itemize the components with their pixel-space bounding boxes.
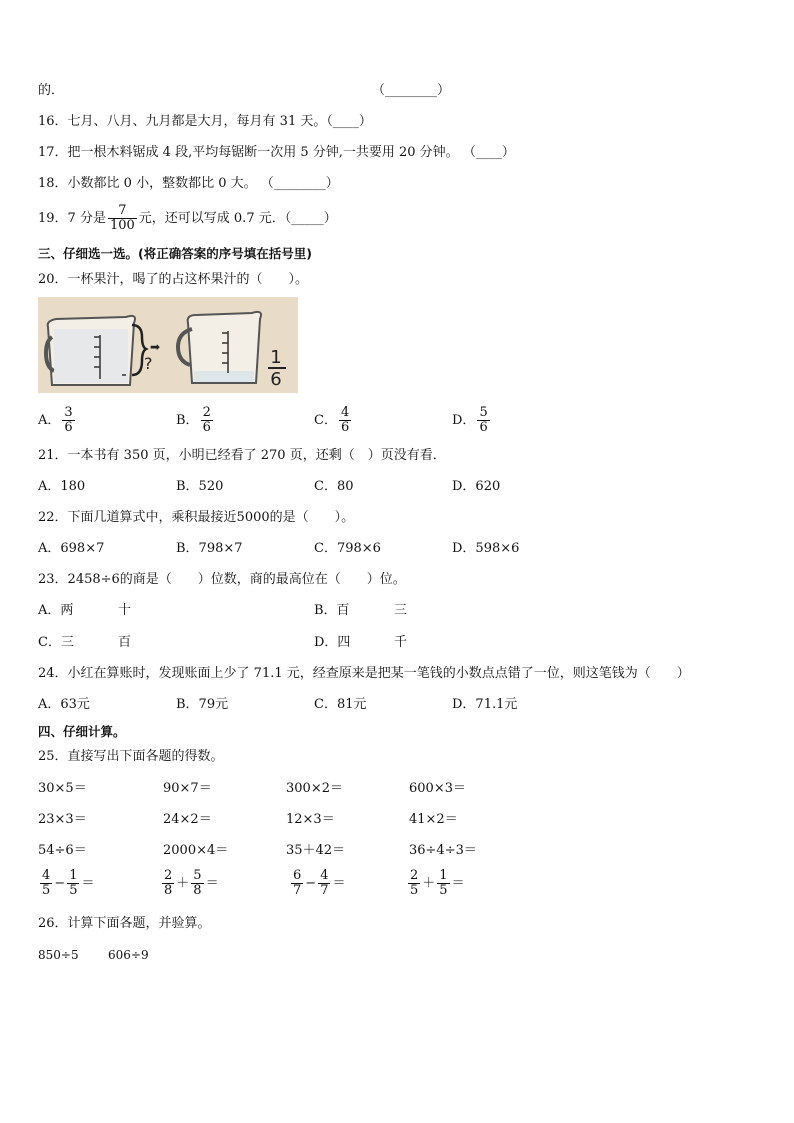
q23-option-c[interactable]: C．三	[38, 635, 74, 650]
q15-answer-paren: （________）	[372, 83, 451, 98]
q23-option-b[interactable]: B．百	[314, 603, 350, 618]
q17: 17．把一根木料锯成 4 段,平均每锯断一次用 5 分钟,一共要用 20 分钟。 （____）	[38, 145, 515, 160]
juice-cups-svg	[38, 297, 298, 393]
q20-option-b[interactable]: B． $\frac{2}{6}$	[176, 405, 211, 435]
q21-option-b[interactable]: B．520	[176, 479, 224, 494]
q22-option-b[interactable]: B．798×7	[176, 541, 243, 556]
q23-option-a-value: 十	[118, 603, 132, 618]
juice-cups-illustration	[38, 297, 298, 393]
q16: 16．七月、八月、九月都是大月，每月有 31 天。（____）	[38, 114, 372, 129]
fraction-calc-item: $\frac{4}{5}$ − $\frac{1}{5}$ ＝	[42, 868, 95, 898]
calc-item: 600×3＝	[409, 781, 466, 796]
section-3-heading: 三、仔细选一选。(将正确答案的序号填在括号里)	[38, 246, 312, 261]
q24-option-c[interactable]: C．81元	[314, 697, 367, 712]
calc-item: 300×2＝	[286, 781, 343, 796]
calc-item: 23×3＝	[38, 812, 87, 827]
section-4-heading: 四、仔细计算。	[38, 724, 126, 739]
q25-stem: 25．直接写出下面各题的得数。	[38, 749, 224, 764]
q22-stem: 22．下面几道算式中，乘积最接近5000的是（ ）。	[38, 510, 355, 525]
q24-option-b[interactable]: B．79元	[176, 697, 229, 712]
calc-item: 41×2＝	[409, 812, 458, 827]
q23-stem: 23．2458÷6的商是（ ）位数，商的最高位在（ ）位。	[38, 572, 406, 587]
q23-option-d-value: 千	[394, 635, 408, 650]
q23-option-b-value: 三	[394, 603, 408, 618]
q24-option-a[interactable]: A．63元	[38, 697, 90, 712]
q26-stem: 26．计算下面各题，并验算。	[38, 916, 211, 931]
empty-cup-icon	[178, 312, 261, 383]
calc-item: 36÷4÷3＝	[409, 843, 477, 858]
question-mark: ?	[144, 354, 153, 373]
q20-stem: 20．一杯果汁，喝了的占这杯果汁的（ ）。	[38, 272, 309, 287]
q26-item: 606÷9	[108, 948, 149, 962]
q20-option-c[interactable]: C． $\frac{4}{6}$	[314, 405, 350, 435]
q21-stem: 21．一本书有 350 页，小明已经看了 270 页，还剩（ ）页没有看．	[38, 448, 446, 463]
calc-item: 30×5＝	[38, 781, 87, 796]
q19-suffix: 元，还可以写成 0.7 元．（_____）	[138, 211, 337, 226]
fraction-calc-item: $\frac{2}{8}$ ＋ $\frac{5}{8}$ ＝	[164, 868, 219, 898]
calc-item: 54÷6＝	[38, 843, 87, 858]
q15-tail	[38, 82, 64, 100]
q21-option-c[interactable]: C．80	[314, 479, 354, 494]
fraction-label-den: 6	[270, 369, 282, 390]
q22-option-a[interactable]: A．698×7	[38, 541, 105, 556]
q15-tail-text: 的．	[38, 83, 65, 98]
q19-prefix: 19．7 分是	[38, 211, 106, 226]
q23-option-d[interactable]: D．四	[314, 635, 351, 650]
calc-item: 90×7＝	[163, 781, 212, 796]
q26-item: 850÷5	[38, 948, 79, 962]
q22-option-d[interactable]: D．598×6	[452, 541, 520, 556]
fraction-label-num: 1	[270, 347, 282, 368]
calc-item: 12×3＝	[286, 812, 335, 827]
q23-option-a[interactable]: A．两	[38, 603, 74, 618]
calc-item: 2000×4＝	[163, 843, 229, 858]
arrow-icon: ➡	[150, 340, 161, 354]
q21-option-d[interactable]: D．620	[452, 479, 501, 494]
q20-option-a[interactable]: A． $\frac{3}{6}$	[38, 405, 73, 435]
full-cup-icon	[46, 316, 135, 385]
calc-item: 35＋42＝	[286, 843, 346, 858]
q24-option-d[interactable]: D．71.1元	[452, 697, 518, 712]
calc-item: 24×2＝	[163, 812, 212, 827]
q19	[38, 202, 337, 236]
fraction-calc-item: $\frac{6}{7}$ − $\frac{4}{7}$ ＝	[293, 868, 346, 898]
q21-option-a[interactable]: A．180	[38, 479, 86, 494]
q20-option-d[interactable]: D． $\frac{5}{6}$	[452, 405, 488, 435]
q18: 18．小数都比 0 小，整数都比 0 大。 （________）	[38, 176, 339, 191]
fraction-calc-item: $\frac{2}{5}$ ＋ $\frac{1}{5}$ ＝	[410, 868, 465, 898]
q23-option-c-value: 百	[118, 635, 132, 650]
q22-option-c[interactable]: C．798×6	[314, 541, 381, 556]
q19-fraction: $\frac{7}{100}$	[109, 203, 135, 233]
q24-stem: 24．小红在算账时，发现账面上少了 71.1 元，经查原来是把某一笔钱的小数点点错了一位，则这笔钱为（ ）	[38, 666, 690, 681]
